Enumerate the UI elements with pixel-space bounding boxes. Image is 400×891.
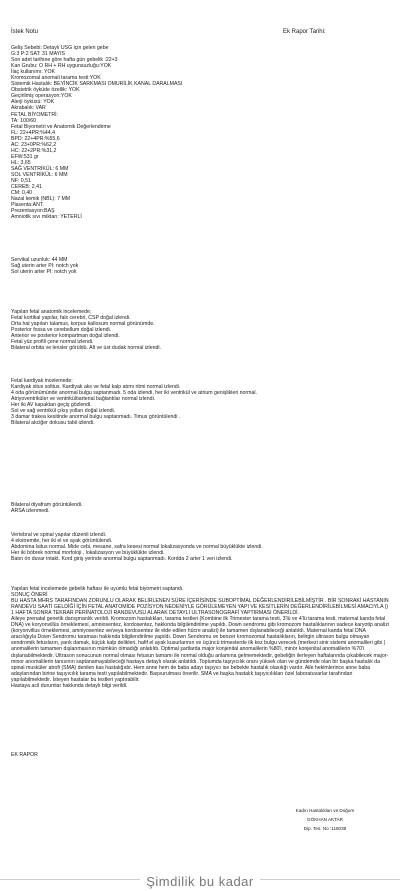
report-line: CM: 0,40 xyxy=(11,190,33,197)
report-line: Bilateral diyafram görüntülendi. xyxy=(11,502,83,508)
spine-abdomen-section xyxy=(11,532,391,562)
report-paragraph: BU HASTA MHRS TARAFINDAN ZORUNLU OLARAK BELİRLENEN SÜRE İÇERİSİNDE SUBOPTİMAL DEĞERLENDİRİLEBİLMİŞTİR . BİR SONRAKİ HASTANIN RANDEVU SAATİ GELDİĞİ İÇİN FETAL ANATOMİDE POZİSYON NEDENİYLE GÖRÜLEMEYEN YAPI VE KESİTLERİN DEĞERLENDİRİLEBİLMESİ AMACIYLA () 1 HAFTA SONRA TEKRAR PERİNATOLOJİ RANDEVUSU ALARAK DETAYLI ULTRASONOGRAFİ YAPTIRMASI ÖNERİLDİ. xyxy=(11,598,389,617)
report-line: Fetal kortikal yapılar, falx cerebri, CSP doğal izlendi. xyxy=(11,315,131,322)
report-line: TA: 100/60 xyxy=(11,117,36,124)
report-line: Sistemik Hastalık: BEYİNCİK SARKMASI OMURİLİK KANAL DARALMASI xyxy=(11,81,183,88)
report-line: Fetal kardiyak incelemede; xyxy=(11,378,73,384)
end-of-content-banner xyxy=(0,870,400,891)
report-line: Yapılan fetal anatomik incelemede; xyxy=(11,309,92,315)
report-line: NF: 0,51 xyxy=(11,178,31,185)
conclusion-recommendation-section xyxy=(11,586,391,689)
report-line: BPD: 22+4PR:%55,6 xyxy=(11,135,60,142)
report-line: Orta hat yapıları talamus, korpus kallosum normal görünümde. xyxy=(11,321,155,328)
report-line: Alerji öyküsü: YOK xyxy=(11,99,55,106)
report-line: Fetal yüz profili çene normal izlendi. xyxy=(11,339,94,346)
report-line: Sol uterin arter PI: notch yok xyxy=(11,269,77,276)
report-line: HL: 3,65 xyxy=(11,159,31,166)
report-line: Prezentasyon:BAŞ xyxy=(11,208,55,215)
report-line: Bilateral orbita ve lensler görüldü. Alt ve üst dudak normal izlendi. xyxy=(11,345,161,352)
report-line: Geliş Sebebi: Detaylı USG için gelen gebe xyxy=(11,45,109,51)
report-line: Fetal Biyometri ve Anatomik Değerlendirme xyxy=(11,123,111,130)
report-line: Kardiyak situs solitus. Kardiyak aks ve fetal kalp atımı ritmi normal izlendi. xyxy=(11,384,181,391)
report-line: Atriyoventriküler ve ventrikülöarterial bağlantılar normal izlendi. xyxy=(11,396,156,403)
report-line: Kan Grubu: O RH + RH uygunsuzluğu:YOK xyxy=(11,63,112,70)
report-line: Batın ön duvar intakt. Kord giriş yerinde anormal bulgu saptanmadı. Kordda 2 arter 1 ven izlendi. xyxy=(11,556,233,563)
cervical-doppler-section xyxy=(11,257,391,275)
report-line: Son adet tarihine göre hafta gün gebelik :22+3 xyxy=(11,57,118,64)
end-of-content-text: Şimdilik bu kadar xyxy=(140,874,260,889)
fetal-anatomy-section xyxy=(11,309,391,351)
report-line: HC: 22+2PR:%31,2 xyxy=(11,147,57,154)
report-line: Anterior ve posterior kompartman doğal izlendi. xyxy=(11,333,120,340)
report-line: 3 damar trakea kesitinde anormal bulgu saptanmadı. Timus görüntülendi . xyxy=(11,414,181,421)
report-line: EFW:531 gr xyxy=(11,153,39,160)
report-line: Bilateral akciğer dokusu tabii izlendi. xyxy=(11,420,95,427)
report-paragraph: Hastaya acil durumlar hakkında detaylı bilgi verildi. xyxy=(11,682,128,689)
report-line: Sol ve sağ ventrikül çıkış yolları doğal izlendi. xyxy=(11,408,116,415)
report-line: Plasenta:ANT. xyxy=(11,202,44,209)
report-paragraph: Aileye prenatal genetik danışmanlık verildi. Kromozom hastalıkları, tarama testleri (Kombine ilk Trimester tarama testi, 3'lü ve 4'lü tarama testi, maternal kanda fetal DNA) ve koryonvillüs örneklemesi, amniosentez, kordosentez, hakkında bilgilendirilme yapıldı. Down sendromu gibi kromozom hastalıklarının sadece karyotip analizi (koryonvillus örneklemesi, amniyosentez ve/veya kordosentez ile elde edilen hücre analizi) ile tamamen dışlanabileceği anlatıldı. Maternal kanda fetal DNA aracılığıyla Down Sendromu taraması hakkında bilgilendirilme yapıldı. Down Sendromu ve benzer kromozomal hastalıkların, belirgin ultrason bulgu olmayan sendromik fetusların, yarık damak, küçük kalp delikleri, hafif el ayak kusurlarının ve üçüncü trimesterde ilk kez bulgu verecek (merkezi sinir sistemi anomalileri gibi ) anomalilerin tamamen dışlanmasının mümkün olmadığı anlatıldı. Optimal şartlarda major konjenital anomalilerin %80'i, minör konjenital anomalilerin %70'i dışlanabilmektedir. Ultrason sonucunun normal olması fetusun tamamı ile normal olduğu anlamına gelmemektedir, gebeliğin ilerleyen haftalarında çıkabilecek major-minor anomalilerin tanısının saptanamayabileceği hastaya detaylı olarak anlatıldı. Toplumda taşıyıcılık oranı yüksek olan ve gündemde olan bir başka hastalık da spinal musküler atrofi (SMA) denilen kas hastalığıdır. Hem anne hem de baba adayı taşıyıcı ise bebekte hastalık olasılığı vardır. Aile hekimlerince anne baba adaylarından birine taşıyıcılık tarama testi yapılabilmektedir. Başvurulması önerilir. SMA ve başka hastalık taşıyıcılıkları özel laboratuvarlar tarafından yapılabilmektedir. İsteyen hastalar bu testleri yaptırabilir. xyxy=(11,616,389,683)
report-line: Abdomina lsitus normal. Mide cebi, mesane, safra kesesi normal lokalizasyonda ve normal büyüklükte izlendi. xyxy=(11,544,263,551)
report-line: Her iki AV kapaktan geçiş gözlendi. xyxy=(11,402,92,409)
report-line: FETAL BİYOMETRİ: xyxy=(11,111,58,118)
fetal-cardiac-section xyxy=(11,378,391,426)
report-line: ARSA izlenmedi. xyxy=(11,508,50,515)
signature-specialty: Kadın Hastalıkları ve Doğum xyxy=(295,808,355,813)
signature-doctor-name: GÖKHAN AKTAR xyxy=(307,817,343,822)
report-line: Kromozomal anomali tarama testi:YOK xyxy=(11,75,101,82)
supplementary-report-heading: EK RAPOR xyxy=(11,752,38,758)
report-line: AC: 23+0PR:%62,2 xyxy=(11,141,57,148)
report-paragraph: Yapılan fetal incelemede gebelik haftası ile uyumlu fetal biyometri saptandı. xyxy=(11,586,184,592)
report-line: Posterior fossa ve cerebellum doğal izlendi. xyxy=(11,327,112,334)
report-line: SOL VENTRİKÜL: 6 MM xyxy=(11,171,68,178)
request-note-label: İstek Notu xyxy=(11,29,39,35)
report-line: İlaç kullanımı: YOK xyxy=(11,69,56,76)
report-line: G:3 P:2 SAT: 31 MAYIS xyxy=(11,51,66,58)
report-line: Sağ uterin arter PI: notch yok xyxy=(11,263,79,270)
report-line: Her iki böbrek normal morfoloji , lokalizasyon ve büyüklükte izlendi. xyxy=(11,550,165,557)
report-line: CEREB: 2,41 xyxy=(11,184,42,191)
supplementary-report-date-label: Ek Rapor Tarihi: xyxy=(283,29,326,35)
report-line: Obstetrik öyküde özellik: YOK xyxy=(11,87,80,94)
report-line: 4 ekstremite, her iki el ve ayak görüntülendi. xyxy=(11,538,113,545)
diaphragm-section xyxy=(11,502,391,514)
report-line: Servikal uzunluk: 44 MM xyxy=(11,257,68,263)
report-line: 4 oda görünümünde anormal bulgu saptanmadı. 5 oda izlendi, her iki ventrikül ve atrium genişlikleri normal. xyxy=(11,390,257,397)
patient-biometry-section xyxy=(11,45,391,220)
report-line: Vertebral ve spinal yapılar düzenli izlendi. xyxy=(11,532,107,538)
signature-diploma-number: Dip. Tes. No :118038 xyxy=(303,826,347,831)
report-line: Akrabalık: VAR xyxy=(11,105,46,112)
report-line: FL: 22+4PR:%44,4 xyxy=(11,129,55,136)
report-paragraph: SONUÇ ÖNERİ xyxy=(11,592,48,599)
report-line: SAĞ VENTRİKÜL: 6 MM xyxy=(11,165,69,172)
report-line: Nazal kemik (NBL): 7 MM xyxy=(11,196,71,203)
report-line: Amniotik sıvı miktarı: YETERLİ xyxy=(11,214,82,221)
report-line: Geçirilmiş operasyon:YOK xyxy=(11,93,72,100)
